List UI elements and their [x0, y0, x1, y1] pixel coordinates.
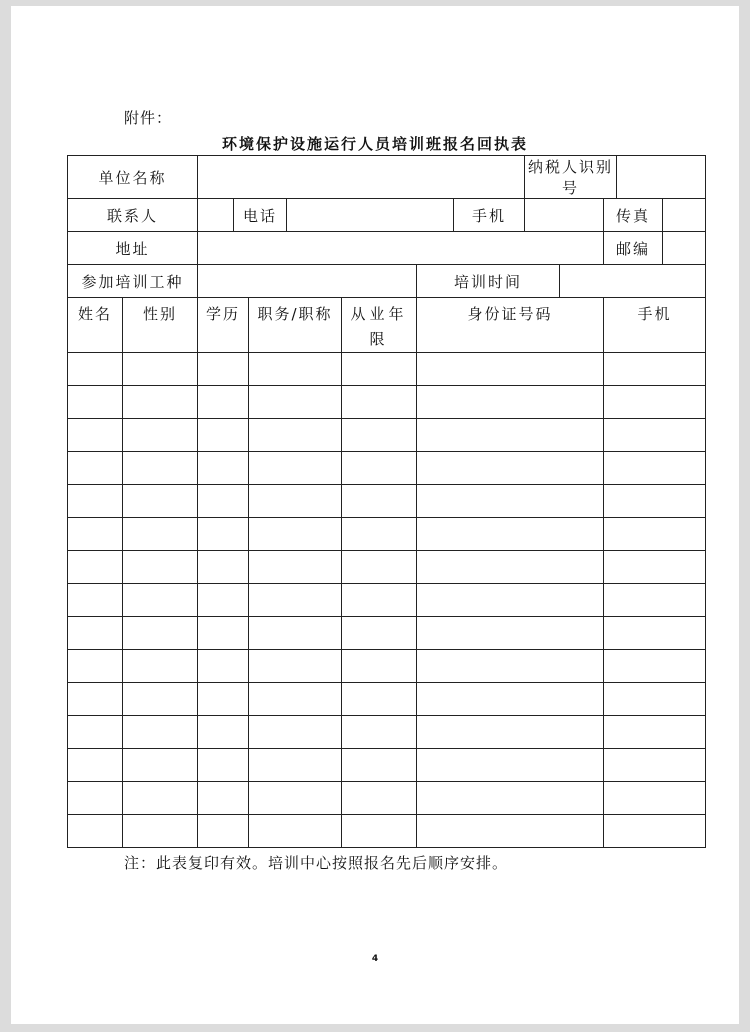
table-row: [68, 617, 706, 650]
cell-education[interactable]: [198, 683, 249, 716]
table-row: [68, 584, 706, 617]
cell-mobile[interactable]: [604, 683, 706, 716]
table-row: [68, 485, 706, 518]
cell-position[interactable]: [249, 815, 342, 848]
cell-mobile[interactable]: [604, 386, 706, 419]
cell-years[interactable]: [342, 386, 417, 419]
table-row: [68, 518, 706, 551]
cell-education[interactable]: [198, 551, 249, 584]
cell-gender[interactable]: [123, 617, 198, 650]
cell-gender[interactable]: [123, 386, 198, 419]
phone-label: 电话: [234, 199, 287, 232]
contact-row: [68, 199, 706, 232]
cell-name[interactable]: [68, 683, 123, 716]
cell-education[interactable]: [198, 617, 249, 650]
training-time-label: 培训时间: [417, 265, 560, 298]
cell-id-number[interactable]: [417, 518, 604, 551]
registration-form-table: [67, 155, 706, 848]
unit-row: [68, 156, 706, 199]
cell-education[interactable]: [198, 353, 249, 386]
cell-name[interactable]: [68, 749, 123, 782]
cell-years[interactable]: [342, 650, 417, 683]
training-row: [68, 265, 706, 298]
cell-mobile[interactable]: [604, 518, 706, 551]
cell-years[interactable]: [342, 485, 417, 518]
cell-name[interactable]: [68, 452, 123, 485]
table-row: [68, 419, 706, 452]
cell-position[interactable]: [249, 386, 342, 419]
cell-mobile[interactable]: [604, 452, 706, 485]
cell-years[interactable]: [342, 353, 417, 386]
table-row: [68, 815, 706, 848]
cell-id-number[interactable]: [417, 551, 604, 584]
cell-name[interactable]: [68, 815, 123, 848]
cell-id-number[interactable]: [417, 386, 604, 419]
cell-id-number[interactable]: [417, 617, 604, 650]
cell-position[interactable]: [249, 749, 342, 782]
col-header-gender: 性别: [123, 298, 198, 353]
cell-education[interactable]: [198, 584, 249, 617]
cell-name[interactable]: [68, 353, 123, 386]
footnote: 注：此表复印有效。培训中心按照报名先后顺序安排。: [124, 854, 509, 872]
cell-id-number[interactable]: [417, 749, 604, 782]
col-header-name: 姓名: [68, 298, 123, 353]
column-header-row: [68, 298, 706, 353]
col-header-mobile: 手机: [604, 298, 706, 353]
cell-education[interactable]: [198, 485, 249, 518]
form-title: 环境保护设施运行人员培训班报名回执表: [221, 135, 528, 153]
training-type-label: 参加培训工种: [68, 265, 198, 298]
cell-id-number[interactable]: [417, 485, 604, 518]
cell-education[interactable]: [198, 518, 249, 551]
table-row: [68, 683, 706, 716]
cell-id-number[interactable]: [417, 782, 604, 815]
contact-field[interactable]: [198, 199, 234, 232]
cell-position[interactable]: [249, 716, 342, 749]
cell-name[interactable]: [68, 485, 123, 518]
address-label: 地址: [68, 232, 198, 265]
cell-gender[interactable]: [123, 815, 198, 848]
mobile-label: 手机: [454, 199, 525, 232]
cell-name[interactable]: [68, 518, 123, 551]
cell-education[interactable]: [198, 782, 249, 815]
cell-position[interactable]: [249, 683, 342, 716]
cell-gender[interactable]: [123, 551, 198, 584]
cell-name[interactable]: [68, 386, 123, 419]
cell-education[interactable]: [198, 815, 249, 848]
cell-years[interactable]: [342, 683, 417, 716]
cell-name[interactable]: [68, 551, 123, 584]
cell-gender[interactable]: [123, 683, 198, 716]
cell-position[interactable]: [249, 485, 342, 518]
cell-position[interactable]: [249, 551, 342, 584]
cell-id-number[interactable]: [417, 353, 604, 386]
cell-name[interactable]: [68, 419, 123, 452]
table-row: [68, 551, 706, 584]
fax-label: 传真: [604, 199, 663, 232]
cell-position[interactable]: [249, 518, 342, 551]
cell-education[interactable]: [198, 386, 249, 419]
attachment-label: 附件：: [124, 109, 173, 127]
table-row: [68, 716, 706, 749]
cell-years[interactable]: [342, 716, 417, 749]
training-type-field[interactable]: [198, 265, 417, 298]
mobile-field[interactable]: [525, 199, 604, 232]
cell-years[interactable]: [342, 518, 417, 551]
cell-id-number[interactable]: [417, 650, 604, 683]
address-field[interactable]: [198, 232, 604, 265]
fax-field[interactable]: [663, 199, 706, 232]
cell-mobile[interactable]: [604, 716, 706, 749]
cell-mobile[interactable]: [604, 815, 706, 848]
table-row: [68, 353, 706, 386]
training-time-field[interactable]: [560, 265, 706, 298]
cell-name[interactable]: [68, 650, 123, 683]
cell-id-number[interactable]: [417, 815, 604, 848]
cell-education[interactable]: [198, 452, 249, 485]
cell-education[interactable]: [198, 749, 249, 782]
unit-name-label: 单位名称: [68, 156, 198, 199]
cell-id-number[interactable]: [417, 419, 604, 452]
blank-entry-rows: [68, 353, 706, 848]
cell-gender[interactable]: [123, 782, 198, 815]
table-row: [68, 782, 706, 815]
postcode-field[interactable]: [663, 232, 706, 265]
cell-position[interactable]: [249, 617, 342, 650]
table-row: [68, 386, 706, 419]
cell-position[interactable]: [249, 782, 342, 815]
cell-mobile[interactable]: [604, 617, 706, 650]
unit-name-field[interactable]: [198, 156, 525, 199]
table-row: [68, 650, 706, 683]
cell-gender[interactable]: [123, 419, 198, 452]
cell-position[interactable]: [249, 650, 342, 683]
cell-education[interactable]: [198, 650, 249, 683]
cell-id-number[interactable]: [417, 683, 604, 716]
phone-field[interactable]: [287, 199, 454, 232]
cell-name[interactable]: [68, 782, 123, 815]
cell-position[interactable]: [249, 353, 342, 386]
page-number: 4: [371, 954, 379, 964]
cell-years[interactable]: [342, 815, 417, 848]
cell-years[interactable]: [342, 419, 417, 452]
cell-mobile[interactable]: [604, 353, 706, 386]
cell-gender[interactable]: [123, 518, 198, 551]
cell-education[interactable]: [198, 419, 249, 452]
table-row: [68, 749, 706, 782]
cell-years[interactable]: [342, 749, 417, 782]
cell-name[interactable]: [68, 584, 123, 617]
cell-name[interactable]: [68, 716, 123, 749]
cell-mobile[interactable]: [604, 749, 706, 782]
cell-mobile[interactable]: [604, 551, 706, 584]
taxpayer-id-label: 纳税人识别号: [525, 156, 617, 199]
cell-gender[interactable]: [123, 716, 198, 749]
cell-gender[interactable]: [123, 452, 198, 485]
col-header-id-number: 身份证号码: [417, 298, 604, 353]
cell-mobile[interactable]: [604, 419, 706, 452]
col-header-years: 从业年限: [342, 298, 417, 353]
cell-mobile[interactable]: [604, 782, 706, 815]
col-header-position: 职务/职称: [249, 298, 342, 353]
col-header-education: 学历: [198, 298, 249, 353]
cell-id-number[interactable]: [417, 452, 604, 485]
cell-gender[interactable]: [123, 749, 198, 782]
cell-years[interactable]: [342, 551, 417, 584]
cell-years[interactable]: [342, 584, 417, 617]
cell-mobile[interactable]: [604, 650, 706, 683]
cell-gender[interactable]: [123, 584, 198, 617]
cell-gender[interactable]: [123, 485, 198, 518]
cell-gender[interactable]: [123, 353, 198, 386]
cell-years[interactable]: [342, 782, 417, 815]
cell-education[interactable]: [198, 716, 249, 749]
contact-label: 联系人: [68, 199, 198, 232]
cell-position[interactable]: [249, 584, 342, 617]
cell-id-number[interactable]: [417, 584, 604, 617]
cell-gender[interactable]: [123, 650, 198, 683]
cell-name[interactable]: [68, 617, 123, 650]
table-row: [68, 452, 706, 485]
cell-years[interactable]: [342, 452, 417, 485]
cell-mobile[interactable]: [604, 584, 706, 617]
address-row: [68, 232, 706, 265]
cell-id-number[interactable]: [417, 716, 604, 749]
cell-position[interactable]: [249, 452, 342, 485]
cell-position[interactable]: [249, 419, 342, 452]
postcode-label: 邮编: [604, 232, 663, 265]
cell-years[interactable]: [342, 617, 417, 650]
taxpayer-id-field[interactable]: [617, 156, 706, 199]
cell-mobile[interactable]: [604, 485, 706, 518]
